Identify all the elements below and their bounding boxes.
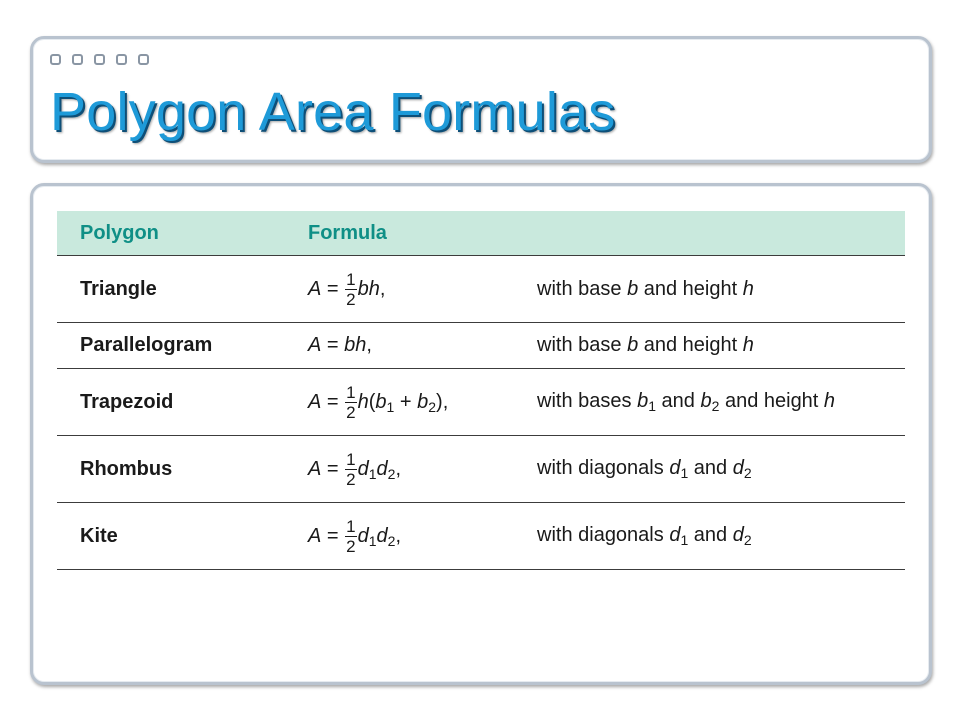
fraction: $\frac{1}{2}$ bbox=[346, 516, 356, 556]
fraction: $\frac{1}{2}$ bbox=[346, 449, 356, 489]
polygon-name: Triangle bbox=[80, 277, 157, 300]
polygon-name: Parallelogram bbox=[80, 334, 213, 356]
square-icon bbox=[50, 54, 61, 65]
square-icon bbox=[116, 54, 127, 65]
decorative-squares bbox=[50, 54, 149, 65]
content-panel bbox=[30, 183, 932, 685]
table-row bbox=[57, 256, 905, 323]
table-header bbox=[57, 211, 905, 256]
square-icon bbox=[94, 54, 105, 65]
header-formula: Formula bbox=[308, 221, 387, 244]
table-row bbox=[57, 436, 905, 503]
formula-description: with diagonals $d_1$ and $d_2$ bbox=[537, 457, 752, 481]
formula-description: with base b and height h bbox=[537, 334, 754, 356]
header-blank bbox=[534, 211, 905, 256]
square-icon bbox=[72, 54, 83, 65]
formula: A = $\frac{1}{2}$ $h(b_1 + b_2)$, bbox=[308, 382, 449, 422]
formula: A = $\frac{1}{2}$ $d_1d_2$, bbox=[308, 516, 402, 556]
title-panel bbox=[30, 36, 932, 163]
fraction: $\frac{1}{2}$ bbox=[346, 382, 356, 422]
table-row bbox=[57, 369, 905, 436]
fraction: $\frac{1}{2}$ bbox=[346, 269, 356, 309]
formula-description: with base b and height h bbox=[537, 277, 754, 300]
slide-title: Polygon Area Formulas bbox=[50, 82, 616, 142]
polygon-name: Rhombus bbox=[80, 457, 173, 480]
polygon-name: Trapezoid bbox=[80, 390, 174, 413]
table-row bbox=[57, 503, 905, 570]
formula-table bbox=[57, 211, 905, 570]
formula: A = $\frac{1}{2}$ bh, bbox=[308, 269, 386, 309]
table-row bbox=[57, 323, 905, 369]
formula-description: with bases $b_1$ and $b_2$ and height h bbox=[537, 390, 836, 414]
formula: A = bh, bbox=[308, 334, 372, 356]
formula: A = $\frac{1}{2}$ $d_1d_2$, bbox=[308, 449, 402, 489]
polygon-name: Kite bbox=[80, 524, 118, 547]
formula-description: with diagonals $d_1$ and $d_2$ bbox=[537, 524, 752, 548]
square-icon bbox=[138, 54, 149, 65]
header-polygon: Polygon bbox=[80, 221, 159, 244]
